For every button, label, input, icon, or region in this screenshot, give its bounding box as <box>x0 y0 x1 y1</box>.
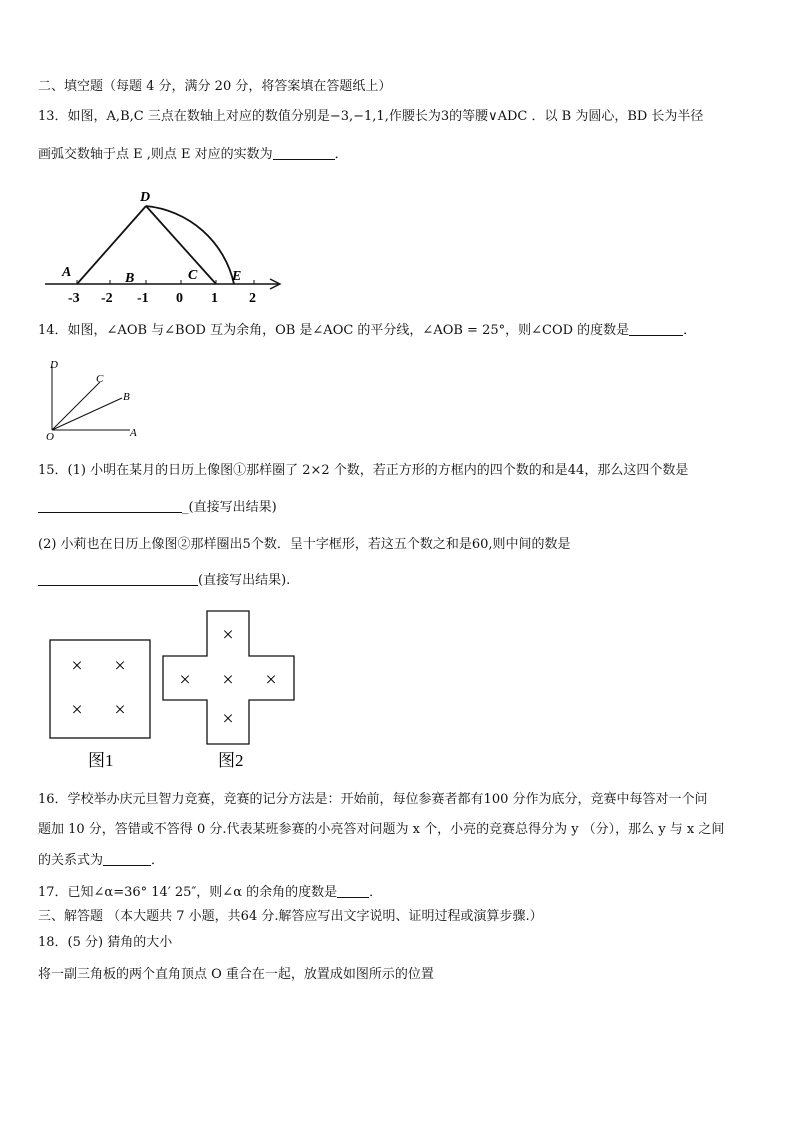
q14-answer-blank <box>629 322 683 336</box>
q18-title: 18．(5 分) 猜角的大小 <box>38 935 173 950</box>
section2-heading: 二、填空题（每题 4 分，满分 20 分，将答案填在答题纸上） <box>38 79 392 94</box>
q13-tick-label-minus3: -3 <box>68 291 80 306</box>
figure2-mark-left: × <box>179 669 191 691</box>
q13-label-a: A <box>62 265 72 280</box>
q13-line2-text: 画弧交数轴于点 E ,则点 E 对应的实数为 <box>38 147 273 162</box>
q13-label-b: B <box>125 271 135 286</box>
q13-label-c: C <box>188 268 198 283</box>
figure1-square-frame <box>50 640 150 738</box>
q15-part2-answer-blank <box>38 572 198 586</box>
q15-part2-note: (直接写出结果). <box>198 573 291 588</box>
q13-tick-label-2: 2 <box>249 291 256 306</box>
q14-label-o: O <box>46 431 54 443</box>
figure2-mark-center: × <box>222 669 234 691</box>
q16-line3-text: 的关系式为 <box>38 853 104 868</box>
q16-line3 <box>38 852 164 870</box>
figure1-mark-2: × <box>114 655 126 677</box>
q14-label-c: C <box>96 373 104 385</box>
q15-calendar-figures <box>44 608 304 773</box>
q13-line2-end: ． <box>334 147 348 162</box>
figure1-mark-4: × <box>114 699 126 721</box>
q13-line1: 13．如图，A,B,C 三点在数轴上对应的数值分别是−3,−1,1,作腰长为3的等腰∨ADC ．以 B 为圆心，BD 长为半径 <box>38 109 704 124</box>
section3-heading: 三、解答题 （本大题共 7 小题，共64 分.解答应写出文字说明、证明过程或演算步骤.） <box>38 909 543 924</box>
figure1-mark-3: × <box>71 699 83 721</box>
q15-part1-line2 <box>38 499 277 517</box>
q13-tick-label-minus2: -2 <box>101 291 113 306</box>
figure2-mark-bottom: × <box>222 708 234 730</box>
q16-line3-end: ． <box>151 853 165 868</box>
q13-label-e: E <box>232 269 242 284</box>
q15-part1-line1: 15．(1) 小明在某月的日历上像图①那样圈了 2×2 个数，若正方形的方框内的四个数的和是44，那么这四个数是 <box>38 463 689 478</box>
q14-angle-figure <box>40 356 150 442</box>
q15-part1-answer-blank <box>38 499 182 513</box>
q13-tick-label-1: 1 <box>211 291 218 306</box>
q13-number-line-figure <box>40 190 290 310</box>
figure1-mark-1: × <box>71 655 83 677</box>
q13-tick-label-minus1: -1 <box>137 291 149 306</box>
q16-answer-blank <box>103 852 151 866</box>
q17-answer-blank <box>337 884 369 898</box>
figure2-mark-right: × <box>265 669 277 691</box>
q14-label-d: D <box>50 359 58 371</box>
q15-part2-line1: (2) 小莉也在日历上像图②那样圈出5个数．呈十字框形，若这五个数之和是60,则中间的数是 <box>38 537 571 552</box>
figure2-mark-top: × <box>222 624 234 646</box>
q14-text: 14．如图，∠AOB 与∠BOD 互为余角，OB 是∠AOC 的平分线，∠AOB = 25°，则∠COD 的度数是 <box>38 323 630 338</box>
q16-line2: 题加 10 分，答错或不答得 0 分.代表某班参赛的小亮答对问题为 x 个，小亮的竞赛总得分为 y （分），那么 y 与 x 之间 <box>38 822 725 837</box>
q14-label-a: A <box>130 427 137 439</box>
q16-line1: 16．学校举办庆元旦智力竞赛，竞赛的记分方法是：开始前，每位参赛者都有100 分作为底分，竞赛中每答对一个问 <box>38 792 708 807</box>
q15-part2-line2 <box>38 572 290 590</box>
q13-label-d: D <box>140 190 151 205</box>
q17-line <box>38 884 382 902</box>
q13-line2 <box>38 146 348 164</box>
figure1-caption: 图1 <box>88 751 114 770</box>
q18-text: 将一副三角板的两个直角顶点 O 重合在一起，放置成如图所示的位置 <box>38 967 434 982</box>
q14-line <box>38 322 696 340</box>
q14-end: ． <box>683 323 697 338</box>
q17-text: 17．已知∠α=36° 14′ 25″，则∠α 的余角的度数是 <box>38 885 338 900</box>
q15-part1-note: _(直接写出结果) <box>182 500 277 515</box>
q13-answer-blank <box>273 146 335 160</box>
q14-label-b: B <box>123 391 130 403</box>
q13-tick-label-0: 0 <box>176 291 183 306</box>
figure2-caption: 图2 <box>218 751 244 770</box>
q17-end: ． <box>369 885 383 900</box>
